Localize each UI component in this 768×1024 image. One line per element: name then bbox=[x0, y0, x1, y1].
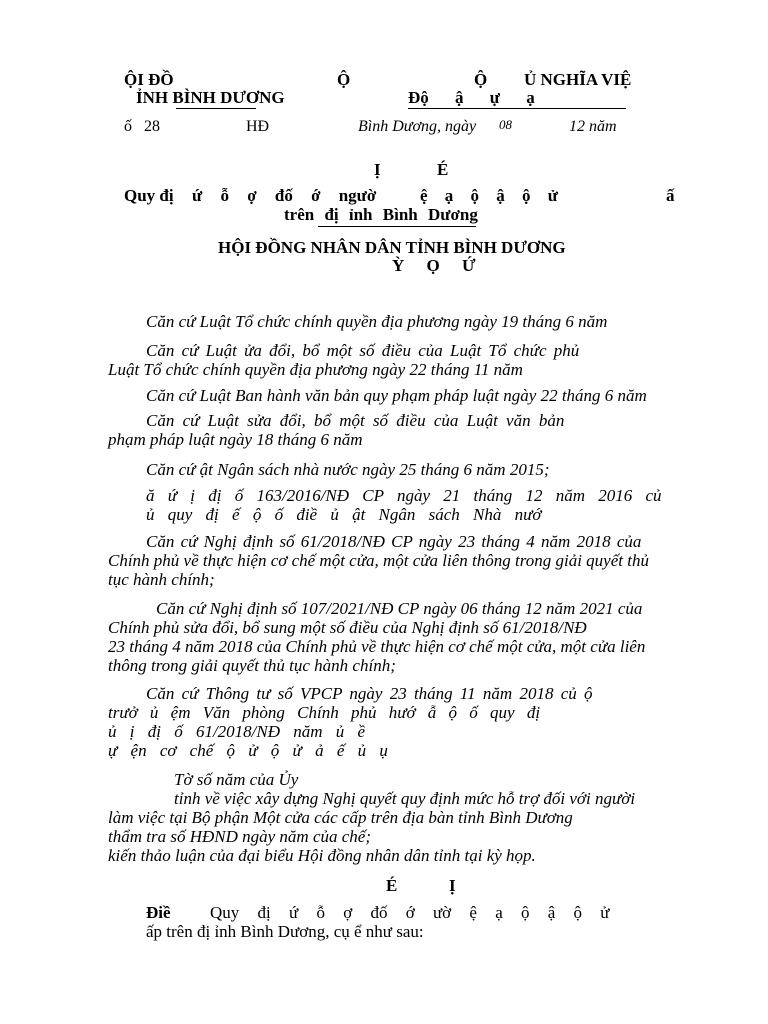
preamble-line: Căn cứ Luật sửa đổi, bổ một số điều của Luật văn bản bbox=[146, 411, 565, 430]
issuing-council-line2: ỈNH BÌNH DƯƠNG bbox=[136, 88, 285, 107]
preamble-item bbox=[108, 684, 696, 760]
preamble-line: Căn cứ Thông tư số VPCP ngày 23 tháng 11 năm 2018 củ ộ bbox=[146, 684, 593, 703]
council-session: Ỳ Ọ Ứ bbox=[392, 256, 476, 275]
article-1-line1: Quy đị ứ ỗ ợ đố ớ ườ ệ ạ ộ ậ ộ ử bbox=[210, 903, 610, 922]
subject-underline bbox=[318, 226, 476, 227]
preamble-line: Căn cứ Luật ửa đổi, bổ một số điều của Luật Tổ chức phủ bbox=[146, 341, 580, 360]
preamble-line: Căn cứ Luật Ban hành văn bản quy phạm pháp luật ngày 22 tháng 6 năm bbox=[146, 386, 647, 405]
place-date-a: Bình Dương, ngày bbox=[358, 118, 477, 135]
subject-line1-c: ệ ạ ộ ậ ộ ử bbox=[420, 186, 558, 205]
preamble-line: Căn cứ Nghị định số 107/2021/NĐ CP ngày 06 tháng 12 năm 2021 của bbox=[156, 599, 643, 618]
article-1-label: Điề bbox=[146, 903, 171, 922]
preamble-line: Căn cứ Luật Tổ chức chính quyền địa phương ngày 19 tháng 6 năm bbox=[146, 312, 608, 331]
place-date-day: 08 bbox=[499, 117, 512, 132]
preamble-item bbox=[108, 599, 696, 675]
preamble-line: thông trong giải quyết thủ tục hành chính; bbox=[108, 656, 396, 675]
doc-number-suffix: HĐ bbox=[246, 118, 270, 135]
national-title-part-c: Ủ NGHĨA VIỆ bbox=[524, 70, 632, 89]
national-motto-underline bbox=[408, 108, 626, 109]
preamble-line: kiến thảo luận của đại biểu Hội đồng nhân dân tỉnh tại kỳ họp. bbox=[108, 846, 536, 865]
preamble-item bbox=[108, 312, 696, 331]
preamble-line: phạm pháp luật ngày 18 tháng 6 năm bbox=[108, 430, 363, 449]
doc-number-prefix: ố bbox=[124, 118, 132, 135]
council-name: HỘI ĐỒNG NHÂN DÂN TỈNH BÌNH DƯƠNG bbox=[218, 238, 566, 257]
preamble-line: Luật Tổ chức chính quyền địa phương ngày 22 tháng 11 năm bbox=[108, 360, 523, 379]
place-date-b: 12 năm bbox=[569, 118, 617, 135]
subject-line2: trên đị ỉnh Bình Dương bbox=[284, 205, 478, 224]
preamble-line: Căn cứ ật Ngân sách nhà nước ngày 25 tháng 6 năm 2015; bbox=[146, 460, 550, 479]
preamble-item bbox=[108, 411, 696, 449]
preamble-item bbox=[108, 386, 696, 405]
national-title-part-b: Ộ bbox=[474, 70, 488, 89]
preamble-item bbox=[108, 460, 696, 479]
preamble-line: tục hành chính; bbox=[108, 570, 215, 589]
subject-line1-b: ứ ỗ ợ đố ớ ngườ bbox=[192, 186, 377, 205]
decision-heading-a: É bbox=[386, 876, 398, 895]
subject-line1-a: Quy đị bbox=[124, 186, 174, 205]
preamble-line: trưở ủ ệm Văn phòng Chính phủ hướ ẫ ộ ố quy đị bbox=[108, 703, 541, 722]
article-1-line2: ấp trên đị ỉnh Bình Dương, cụ ể như sau: bbox=[146, 922, 424, 941]
preamble-item bbox=[108, 341, 696, 379]
preamble-line: ủ ị đị ố 61/2018/NĐ năm ủ ề bbox=[108, 722, 366, 741]
preamble-line: 23 tháng 4 năm 2018 của Chính phủ về thực hiện cơ chế một cửa, một cửa liên bbox=[108, 637, 646, 656]
doc-number: 28 bbox=[144, 118, 160, 135]
preamble-line: ự ện cơ chế ộ ử ộ ử ả ế ủ ụ bbox=[108, 741, 388, 760]
preamble-line: Chính phủ sửa đổi, bổ sung một số điều của Nghị định số 61/2018/NĐ bbox=[108, 618, 587, 637]
subject-line1-d: ấ bbox=[666, 186, 675, 205]
preamble-line: Chính phủ về thực hiện cơ chế một cửa, một cửa liên thông trong giải quyết thủ bbox=[108, 551, 649, 570]
preamble-line: làm việc tại Bộ phận Một cửa các cấp trên địa bàn tỉnh Bình Dương bbox=[108, 808, 573, 827]
national-title-part-a: Ộ bbox=[337, 70, 351, 89]
preamble-line: ủ quy đị ế ộ ố điề ủ ật Ngân sách Nhà nướ bbox=[146, 505, 542, 524]
preamble-line: Tờ số năm của Ủy bbox=[174, 770, 299, 789]
doc-type-part-b: É bbox=[437, 160, 449, 179]
national-motto: Độ ậ ự ạ bbox=[408, 88, 535, 107]
preamble-line: thẩm tra số HĐND ngày năm của chế; bbox=[108, 827, 371, 846]
preamble-line: Căn cứ Nghị định số 61/2018/NĐ CP ngày 23 tháng 4 năm 2018 của bbox=[146, 532, 642, 551]
decision-heading-b: Ị bbox=[449, 876, 456, 895]
preamble-line: tỉnh về việc xây dựng Nghị quyết quy định mức hỗ trợ đối với người bbox=[174, 789, 636, 808]
doc-type-part-a: Ị bbox=[374, 160, 381, 179]
header-left-underline bbox=[176, 108, 256, 109]
issuing-council-line1: ỘI ĐỒ bbox=[124, 70, 174, 89]
preamble-item bbox=[108, 486, 696, 524]
preamble-line: ă ứ ị đị ố 163/2016/NĐ CP ngày 21 tháng 12 năm 2016 củ bbox=[146, 486, 662, 505]
preamble-item bbox=[108, 532, 696, 589]
preamble-item bbox=[108, 770, 696, 865]
